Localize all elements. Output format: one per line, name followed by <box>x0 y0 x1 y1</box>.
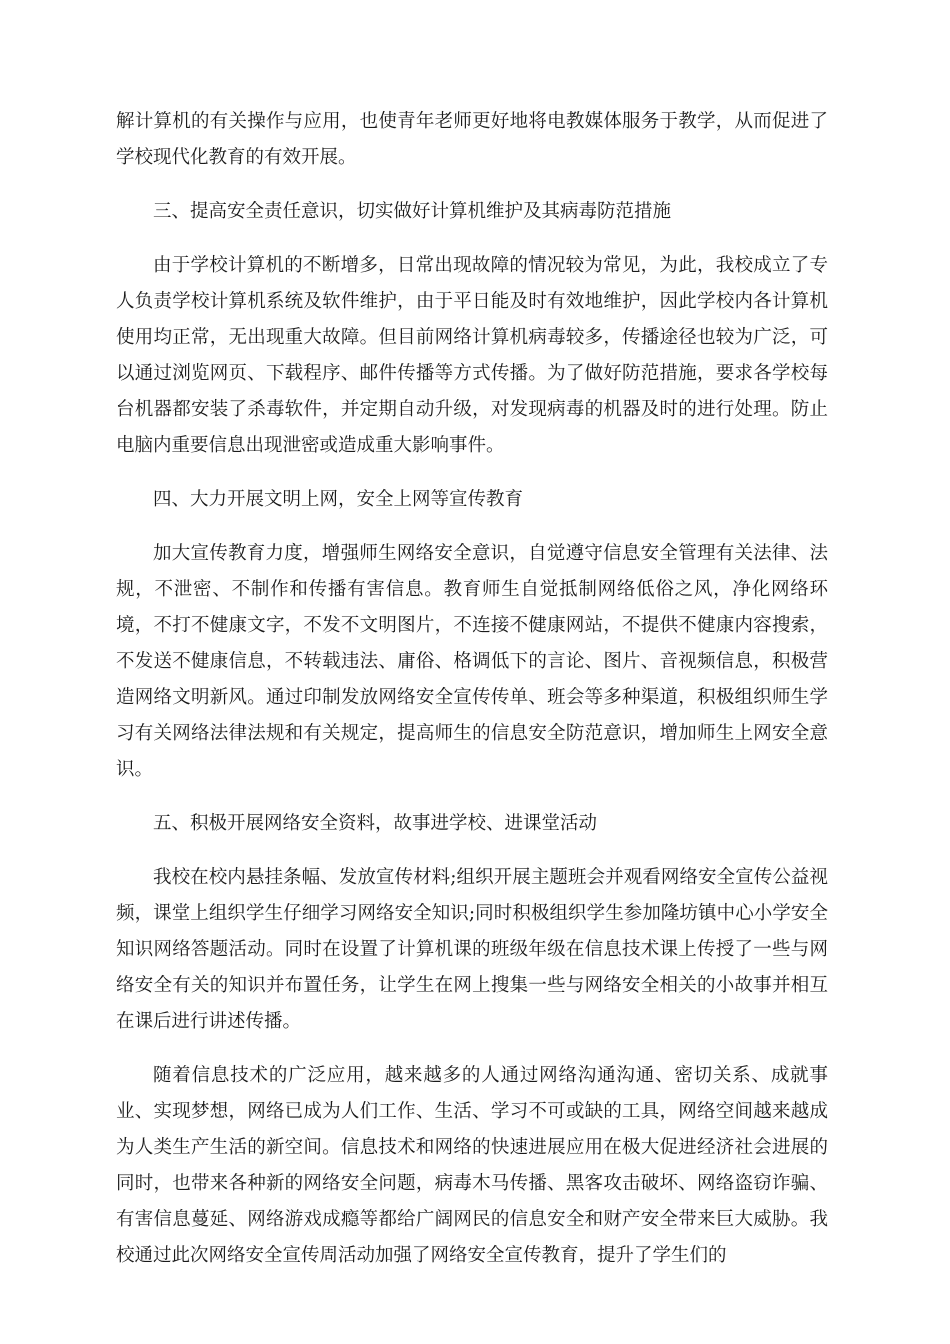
body-paragraph-5: 随着信息技术的广泛应用，越来越多的人通过网络沟通沟通、密切关系、成就事业、实现梦想，网络已成为人们工作、生活、学习不可或缺的工具，网络空间越来越成为人类生产生活的新空间。信息技术和网络的快速进展应用在极大促进经济社会进展的同时，也带来各种新的网络安全问题，病毒木马传播、黑客攻击破坏、网络盗窃诈骗、有害信息蔓延、网络游戏成瘾等都给广阔网民的信息安全和财产安全带来巨大威胁。我校通过此次网络安全宣传周活动加强了网络安全宣传教育，提升了学生们的 <box>116 1065 828 1266</box>
body-paragraph-4: 我校在校内悬挂条幅、发放宣传材料;组织开展主题班会并观看网络安全宣传公益视频，课堂上组织学生仔细学习网络安全知识;同时积极组织学生参加隆坊镇中心小学安全知识网络答题活动。同时在设置了计算机课的班级年级在信息技术课上传授了一些与网络安全有关的知识并布置任务，让学生在网上搜集一些与网络安全相关的小故事并相互在课后进行讲述传播。 <box>116 867 828 1032</box>
document-page <box>116 104 828 1274</box>
paragraph-gap <box>116 842 828 860</box>
body-paragraph-2: 由于学校计算机的不断增多，日常出现故障的情况较为常见，为此，我校成立了专人负责学校计算机系统及软件维护，由于平日能及时有效地维护，因此学校内各计算机使用均正常，无出现重大故障。但目前网络计算机病毒较多，传播途径也较为广泛，可以通过浏览网页、下载程序、邮件传播等方式传播。为了做好防范措施，要求各学校每台机器都安装了杀毒软件，并定期自动升级，对发现病毒的机器及时的进行处理。防止电脑内重要信息出现泄密或造成重大影响事件。 <box>116 255 828 456</box>
paragraph-gap <box>116 518 828 536</box>
paragraph-gap <box>116 230 828 248</box>
section-heading-5: 五、积极开展网络安全资料，故事进学校、进课堂活动 <box>153 813 598 834</box>
paragraph-gap <box>116 176 828 194</box>
body-paragraph-1: 解计算机的有关操作与应用，也使青年老师更好地将电教媒体服务于教学，从而促进了学校现代化教育的有效开展。 <box>116 111 828 168</box>
section-heading-3: 三、提高安全责任意识，切实做好计算机维护及其病毒防范措施 <box>153 201 672 222</box>
paragraph-gap <box>116 1040 828 1058</box>
paragraph-gap <box>116 788 828 806</box>
body-paragraph-3: 加大宣传教育力度，增强师生网络安全意识，自觉遵守信息安全管理有关法律、法规，不泄密、不制作和传播有害信息。教育师生自觉抵制网络低俗之风，净化网络环境，不打不健康文字，不发不文明图片，不连接不健康网站，不提供不健康内容搜索，不发送不健康信息，不转载违法、庸俗、格调低下的言论、图片、音视频信息，积极营造网络文明新风。通过印制发放网络安全宣传传单、班会等多种渠道，积极组织师生学习有关网络法律法规和有关规定，提高师生的信息安全防范意识，增加师生上网安全意识。 <box>116 543 828 780</box>
section-heading-4: 四、大力开展文明上网，安全上网等宣传教育 <box>153 489 524 510</box>
paragraph-gap <box>116 464 828 482</box>
